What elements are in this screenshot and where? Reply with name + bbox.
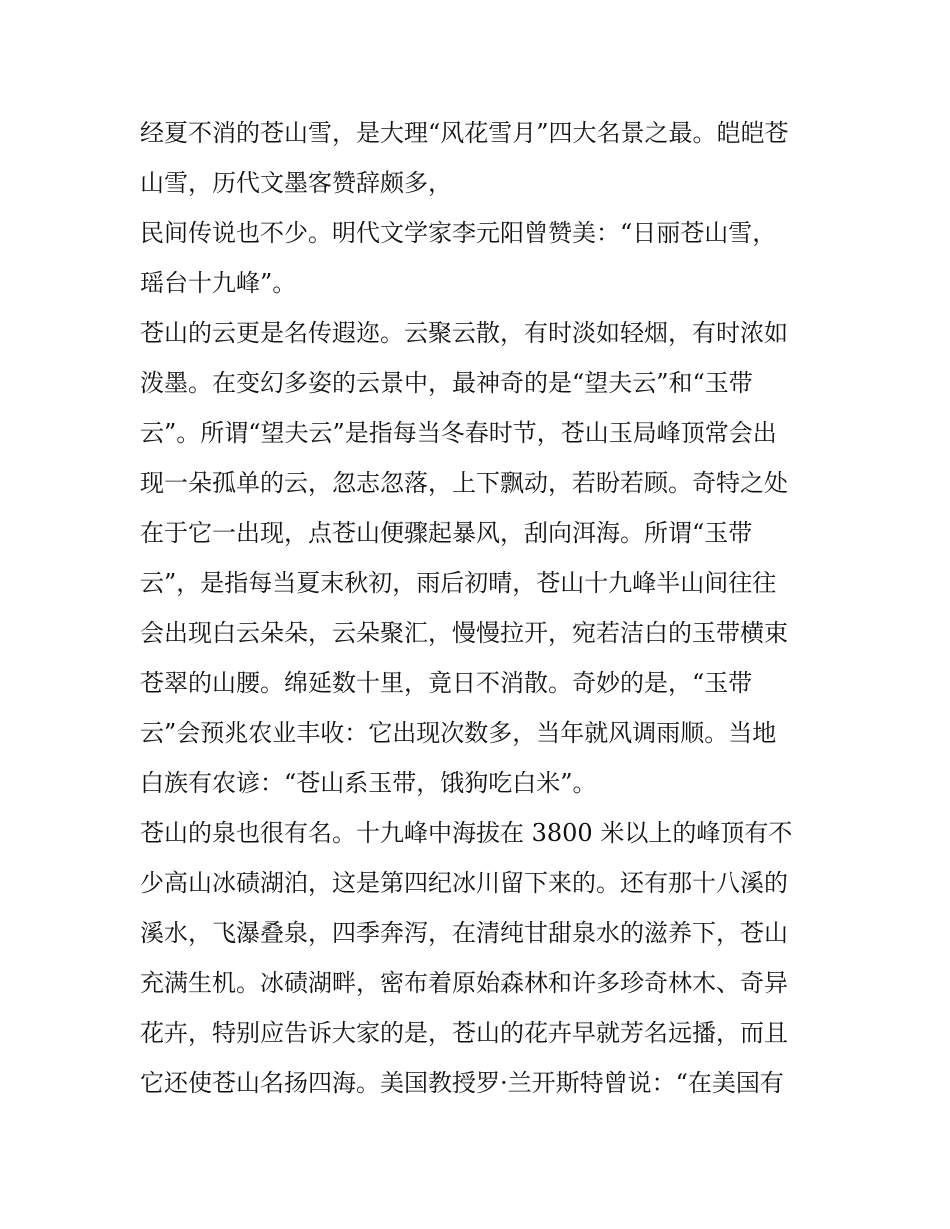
- text-line: 云”。所谓“望夫云”是指每当冬春时节，苍山玉局峰顶常会出: [140, 419, 777, 447]
- text-line: 泼墨。在变幻多姿的云景中，最神奇的是“望夫云”和“玉带: [140, 369, 753, 397]
- text-line: 少高山冰碛湖泊，这是第四纪冰川留下来的。还有那十八溪的: [140, 869, 788, 897]
- text-line: 花卉，特别应告诉大家的是，苍山的花卉早就芳名远播，而且: [140, 1019, 788, 1047]
- text-line: 充满生机。冰碛湖畔，密布着原始森林和许多珍奇林木、奇异: [140, 969, 788, 997]
- text-line: 苍翠的山腰。绵延数十里，竟日不消散。奇妙的是，“玉带: [140, 669, 753, 697]
- text-line: 云”会预兆农业丰收：它出现次数多，当年就风调雨顺。当地: [140, 719, 777, 747]
- text-line: 苍山的云更是名传遐迩。云聚云散，有时淡如轻烟，有时浓如: [140, 319, 788, 347]
- body-text: [140, 108, 820, 1108]
- text-line: 云”，是指每当夏末秋初，雨后初晴，苍山十九峰半山间往往: [140, 569, 777, 597]
- text-line: 它还使苍山名扬四海。美国教授罗·兰开斯特曾说：“在美国有: [140, 1069, 784, 1097]
- text-line: 在于它一出现，点苍山便骤起暴风，刮向洱海。所谓“玉带: [140, 519, 753, 547]
- text-line: 山雪，历代文墨客赞辞颇多，: [140, 169, 452, 197]
- text-line: 民间传说也不少。明代文学家李元阳曾赞美：“日丽苍山雪，: [140, 219, 777, 247]
- text-line: 经夏不消的苍山雪，是大理“风花雪月”四大名景之最。皑皑苍: [140, 119, 789, 147]
- text-line: 苍山的泉也很有名。十九峰中海拔在 3800 米以上的峰顶有不: [140, 819, 793, 847]
- text-line: 白族有农谚：“苍山系玉带，饿狗吃白米”。: [140, 769, 597, 797]
- text-line: 溪水，飞瀑叠泉，四季奔泻，在清纯甘甜泉水的滋养下，苍山: [140, 919, 788, 947]
- text-line: 会出现白云朵朵，云朵聚汇，慢慢拉开，宛若洁白的玉带横束: [140, 619, 788, 647]
- text-line: 瑶台十九峰”。: [140, 269, 297, 297]
- text-line: 现一朵孤单的云，忽志忽落，上下飘动，若盼若顾。奇特之处: [140, 469, 788, 497]
